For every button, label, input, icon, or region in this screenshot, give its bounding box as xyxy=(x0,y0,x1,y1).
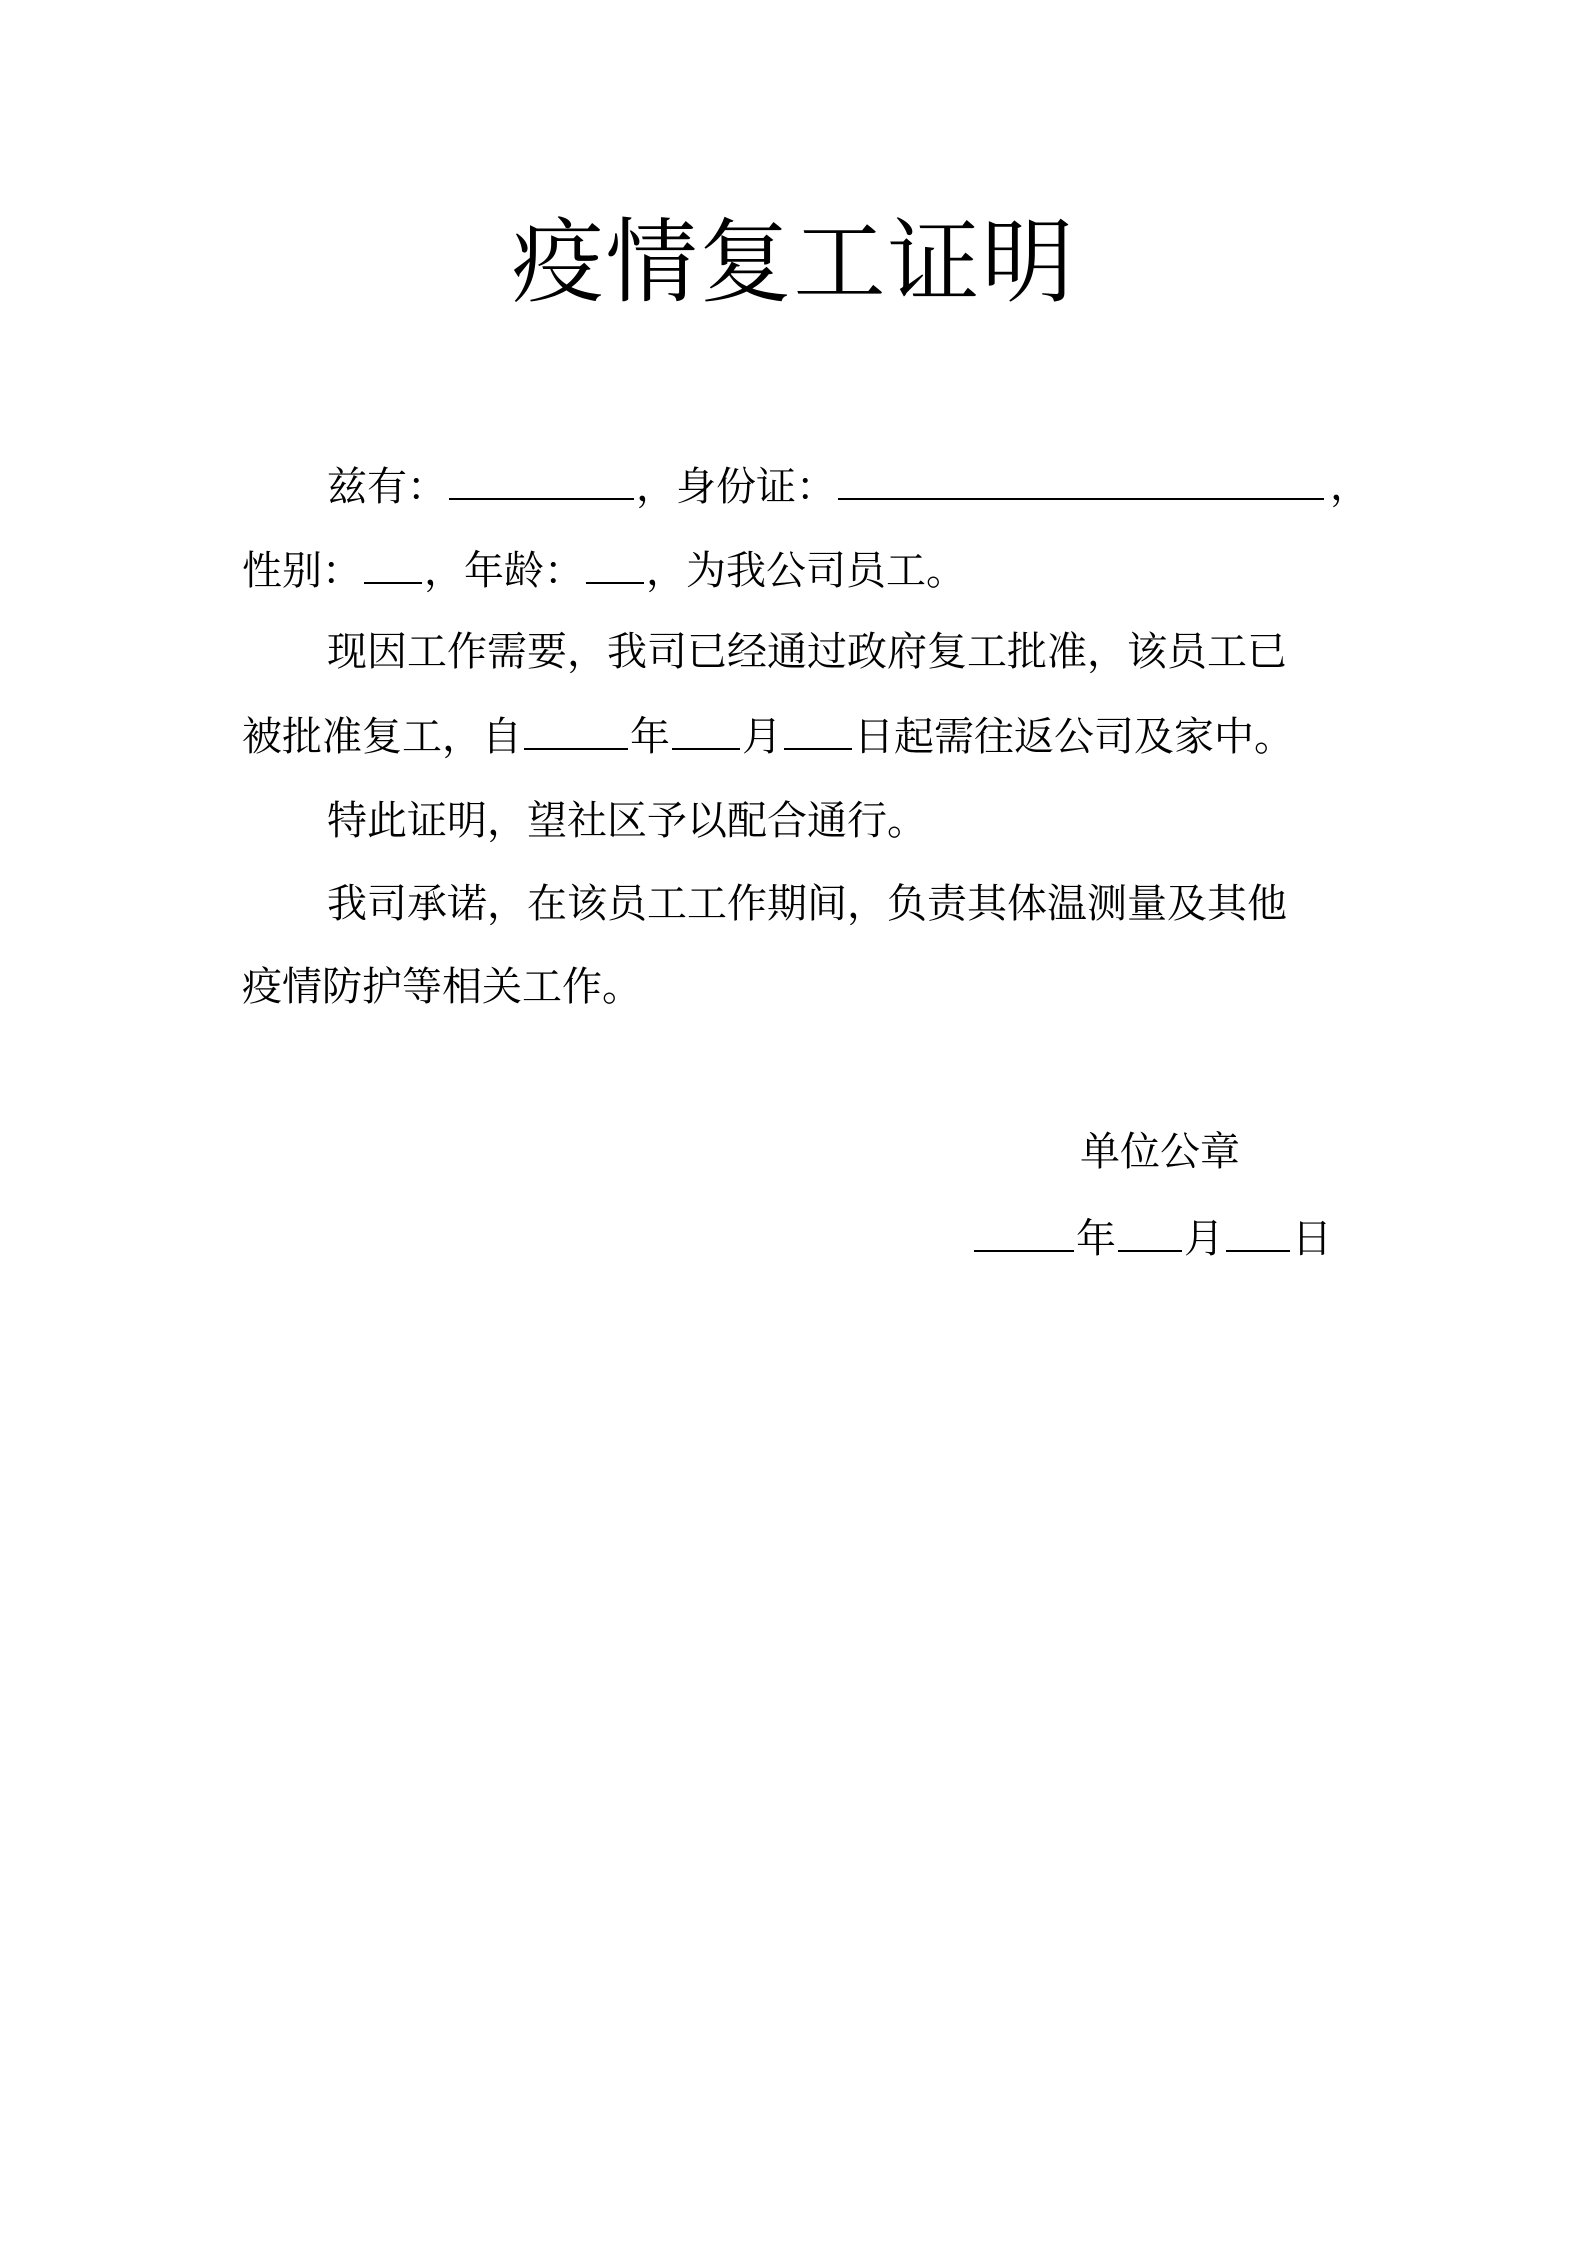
start-year-label: 年 xyxy=(630,714,670,760)
approval-prefix: 被批准复工，自 xyxy=(242,714,522,760)
id-card-blank[interactable] xyxy=(838,462,1324,500)
signature-year-blank[interactable] xyxy=(974,1214,1074,1252)
start-day-blank[interactable] xyxy=(784,712,852,750)
signature-date-line xyxy=(972,1214,1332,1263)
age-blank[interactable] xyxy=(586,546,644,584)
identity-comma: ， xyxy=(1330,463,1370,509)
identity-line-end xyxy=(1330,462,1370,510)
approval-paragraph-line-2 xyxy=(242,712,1294,761)
name-blank[interactable] xyxy=(449,462,634,500)
signature-month-label: 月 xyxy=(1184,1216,1224,1262)
signature-month-blank[interactable] xyxy=(1118,1214,1182,1252)
id-card-label: ，身份证： xyxy=(636,464,836,510)
document-title: 疫情复工证明 xyxy=(511,209,1076,316)
approval-paragraph-line-1: 现因工作需要，我司已经通过政府复工批准，该员工已 xyxy=(327,629,1287,675)
start-year-blank[interactable] xyxy=(524,712,628,750)
gender-blank[interactable] xyxy=(364,546,422,584)
signature-day-label: 日 xyxy=(1292,1216,1332,1262)
certification-statement: 特此证明，望社区予以配合通行。 xyxy=(327,798,927,844)
name-label: 兹有： xyxy=(327,464,447,510)
commitment-paragraph-line-2: 疫情防护等相关工作。 xyxy=(242,964,642,1010)
approval-suffix: 日起需往返公司及家中。 xyxy=(854,714,1294,760)
identity-line xyxy=(327,462,1326,511)
signature-year-label: 年 xyxy=(1076,1216,1116,1262)
age-label: ，年龄： xyxy=(424,548,584,594)
company-seal-label: 单位公章 xyxy=(1080,1129,1240,1175)
gender-label: 性别： xyxy=(242,548,362,594)
commitment-paragraph-line-1: 我司承诺，在该员工工作期间，负责其体温测量及其他 xyxy=(327,881,1287,927)
gender-age-line xyxy=(242,546,966,595)
signature-day-blank[interactable] xyxy=(1226,1214,1290,1252)
employee-statement: ，为我公司员工。 xyxy=(646,548,966,594)
start-month-label: 月 xyxy=(742,714,782,760)
start-month-blank[interactable] xyxy=(672,712,740,750)
